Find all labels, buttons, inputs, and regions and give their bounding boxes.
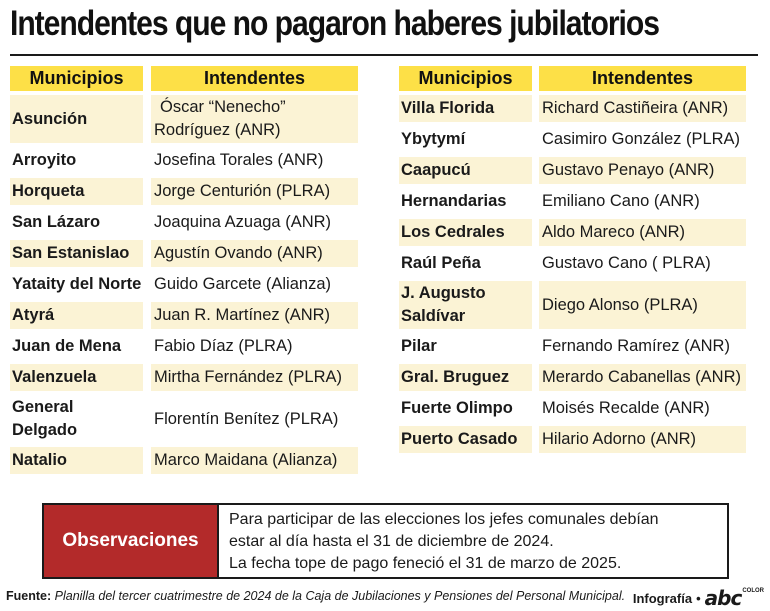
table-row <box>10 395 358 443</box>
footer-source <box>6 589 625 603</box>
table-row <box>10 95 358 143</box>
credit-separator: • <box>696 590 701 606</box>
table-row <box>10 364 358 391</box>
intendente-cell <box>151 147 358 174</box>
intendente-cell <box>539 395 746 422</box>
municipio-cell: Fuerte Olimpo <box>401 399 513 417</box>
abc-logo-mark: COLOR <box>742 588 764 594</box>
table-right-body <box>399 95 747 453</box>
municipio-cell: Puerto Casado <box>399 426 532 453</box>
table-row <box>399 364 747 391</box>
intendente-name-line: Josefina Torales (ANR) <box>154 151 324 169</box>
municipio-cell: Raúl Peña <box>401 254 481 272</box>
intendente-cell <box>151 178 358 205</box>
footer-source-text: Planilla del tercer cuatrimestre de 2024 de la Caja de Jubilaciones y Pensiones del Personal Municipal. <box>54 589 626 603</box>
intendente-cell <box>151 302 358 329</box>
municipio-cell: Horqueta <box>10 178 143 205</box>
intendente-cell <box>539 426 746 453</box>
table-left-body <box>10 95 358 474</box>
table-row <box>10 147 358 174</box>
table-row <box>10 333 358 360</box>
table-row <box>10 271 358 298</box>
intendente-name-line: Diego Alonso (PLRA) <box>542 295 698 314</box>
intendente-name-line: Moisés Recalde (ANR) <box>542 399 710 417</box>
intendente-name-line: Florentín Benítez (PLRA) <box>154 409 339 428</box>
municipio-cell: Natalio <box>10 447 143 474</box>
header-intendentes: Intendentes <box>539 66 746 91</box>
municipio-cell: Hernandarias <box>401 192 507 210</box>
table-row <box>399 95 747 122</box>
table-right <box>399 66 747 453</box>
municipio-cell: Gral. Bruguez <box>399 364 532 391</box>
intendente-name-line: Casimiro González (PLRA) <box>542 130 741 148</box>
table-row <box>10 302 358 329</box>
intendente-name-line: Jorge Centurión (PLRA) <box>154 182 331 200</box>
intendente-name-line: Óscar “Nenecho” <box>160 98 286 116</box>
intendente-name-line: Agustín Ovando (ANR) <box>154 244 323 262</box>
table-row <box>399 426 747 453</box>
intendente-name-line: Guido Garcete (Alianza) <box>154 275 331 293</box>
table-left-header <box>10 66 358 91</box>
header-municipios: Municipios <box>10 66 143 91</box>
intendente-cell <box>151 364 358 391</box>
intendente-name-line: Gustavo Penayo (ANR) <box>542 161 715 179</box>
table-row <box>399 126 747 153</box>
municipio-cell: General Delgado <box>12 398 78 439</box>
observaciones-line: La fecha tope de pago feneció el 31 de marzo de 2025. <box>229 555 622 572</box>
intendente-name-line: Emiliano Cano (ANR) <box>542 192 700 210</box>
observaciones-label: Observaciones <box>44 505 219 577</box>
intendente-name-line: Fabio Díaz (PLRA) <box>154 337 293 355</box>
table-row <box>10 447 358 474</box>
municipio-cell: San Lázaro <box>12 213 101 231</box>
intendente-cell <box>151 95 358 143</box>
municipio-cell: Juan de Mena <box>12 337 122 355</box>
table-row <box>10 178 358 205</box>
table-left <box>10 66 358 474</box>
municipio-cell: Yataity del Norte <box>12 275 142 293</box>
intendente-name-line: Aldo Mareco (ANR) <box>542 223 686 241</box>
municipio-cell: Villa Florida <box>399 95 532 122</box>
table-row <box>399 219 747 246</box>
municipio-cell: Ybytymí <box>401 130 466 148</box>
intendente-cell <box>539 126 746 153</box>
intendente-name-line: Rodríguez (ANR) <box>154 121 281 139</box>
intendente-cell <box>539 250 746 277</box>
intendente-name-line: Gustavo Cano ( PLRA) <box>542 254 711 272</box>
intendente-cell <box>539 95 746 122</box>
intendente-name-line: Fernando Ramírez (ANR) <box>542 337 730 355</box>
table-row <box>399 157 747 184</box>
table-row <box>399 395 747 422</box>
intendente-name-line: Merardo Cabanellas (ANR) <box>542 368 741 386</box>
table-row <box>399 188 747 215</box>
title-rule <box>10 54 758 56</box>
intendente-name-line: Juan R. Martínez (ANR) <box>154 306 331 324</box>
intendente-cell <box>151 240 358 267</box>
municipio-cell: Arroyito <box>12 151 77 169</box>
intendente-cell <box>539 188 746 215</box>
intendente-cell <box>539 364 746 391</box>
table-right-header <box>399 66 747 91</box>
observaciones-box <box>42 503 729 579</box>
intendente-cell <box>151 271 358 298</box>
municipio-cell: Atyrá <box>10 302 143 329</box>
municipio-cell: San Estanislao <box>10 240 143 267</box>
intendente-name-line: Mirtha Fernández (PLRA) <box>154 368 342 386</box>
intendente-cell <box>539 333 746 360</box>
table-row <box>399 333 747 360</box>
municipio-cell: Asunción <box>10 95 143 143</box>
table-row <box>10 209 358 236</box>
abc-logo: abc <box>704 586 742 610</box>
footer-label: Fuente: <box>6 589 52 603</box>
municipio-cell: Caapucú <box>399 157 532 184</box>
table-row <box>399 281 747 329</box>
observaciones-text <box>219 505 669 577</box>
table-row <box>10 240 358 267</box>
municipio-cell: Pilar <box>401 337 437 355</box>
intendente-cell <box>151 447 358 474</box>
header-intendentes: Intendentes <box>151 66 358 91</box>
intendente-name-line: Richard Castiñeira (ANR) <box>542 99 729 117</box>
intendente-cell <box>151 395 358 443</box>
intendente-cell <box>539 219 746 246</box>
header-municipios: Municipios <box>399 66 532 91</box>
municipio-cell: J. Augusto Saldívar <box>399 281 532 329</box>
municipio-cell: Los Cedrales <box>399 219 532 246</box>
observaciones-line: Para participar de las elecciones los jefes comunales debían <box>229 511 659 528</box>
observaciones-line: estar al día hasta el 31 de diciembre de 2024. <box>229 533 554 550</box>
intendente-name-line: Hilario Adorno (ANR) <box>542 430 697 448</box>
intendente-cell <box>151 209 358 236</box>
intendente-cell <box>151 333 358 360</box>
page-title: Intendentes que no pagaron haberes jubilatorios <box>10 4 659 43</box>
table-row <box>399 250 747 277</box>
intendente-name-line: Joaquina Azuaga (ANR) <box>154 213 332 231</box>
intendente-cell <box>539 281 746 329</box>
credit-text: Infografía <box>632 590 693 606</box>
intendente-cell <box>539 157 746 184</box>
intendente-name-line: Marco Maidana (Alianza) <box>154 451 338 469</box>
credit <box>633 586 764 610</box>
municipio-cell: Valenzuela <box>10 364 143 391</box>
